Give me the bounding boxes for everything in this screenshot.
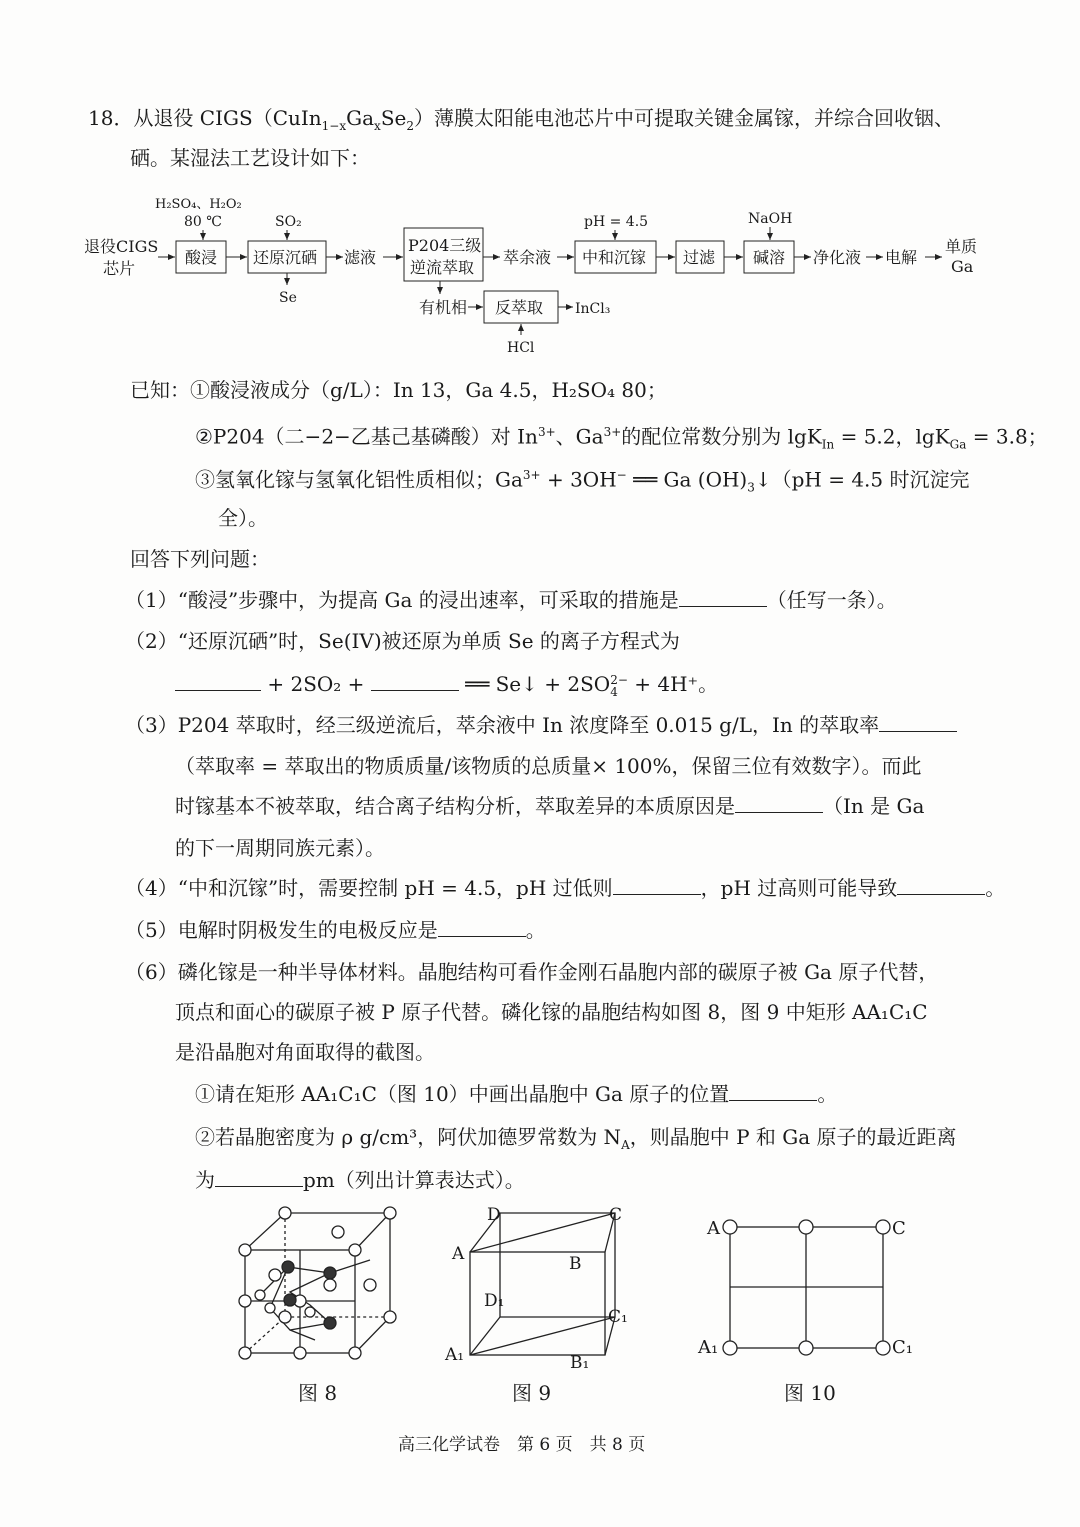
text: Se	[380, 106, 407, 130]
question-intro	[88, 104, 954, 140]
step-label: 中和沉镓	[582, 248, 647, 267]
text: 从退役 CIGS（CuIn	[133, 106, 322, 130]
answer-intro: 回答下列问题：	[130, 547, 270, 571]
q3	[125, 711, 957, 739]
text: 。	[525, 918, 546, 942]
step-label: 酸浸	[185, 248, 218, 267]
text: ↓（pH = 4.5 时沉淀完	[754, 467, 970, 492]
step-label: 碱溶	[753, 248, 786, 267]
q1	[125, 586, 897, 614]
text: ══ Se↓ + 2SO	[458, 672, 611, 696]
vertex-label: A₁	[698, 1337, 719, 1358]
reagent: H₂SO₄、H₂O₂	[155, 197, 242, 212]
flow-label: 净化液	[813, 248, 862, 267]
reagent: NaOH	[748, 211, 793, 227]
answer-blank[interactable]	[729, 1082, 817, 1101]
text: （In 是 Ga	[823, 794, 925, 818]
step-label: 逆流萃取	[410, 258, 475, 277]
text: ，则晶胞中 P 和 Ga 原子的最近距离	[629, 1125, 957, 1149]
figure-10-caption: 图 10	[784, 1381, 836, 1405]
answer-blank[interactable]	[215, 1168, 303, 1187]
text: 4	[610, 684, 618, 699]
flow-start: 退役CIGS	[84, 237, 159, 256]
flow-label: 电解	[885, 248, 918, 267]
answer-blank[interactable]	[679, 588, 767, 607]
answer-blank[interactable]	[371, 672, 459, 691]
answer-blank[interactable]	[879, 713, 957, 732]
text: ，pH 过高则可能导致	[700, 876, 898, 900]
text: （4）“中和沉镓”时，需要控制 pH = 4.5，pH 过低则	[125, 876, 613, 900]
known-3	[195, 461, 970, 502]
text: 3+	[537, 425, 556, 439]
reagent: 80 ℃	[184, 214, 222, 230]
text: ②若晶胞密度为 ρ g/cm³，阿伏加德罗常数为 N	[195, 1125, 622, 1149]
process-flow-diagram	[0, 190, 1080, 360]
text: + 2SO₂ +	[261, 672, 371, 696]
text: 3	[747, 480, 755, 495]
text: 。	[817, 1082, 838, 1106]
text: ）薄膜太阳能电池芯片中可提取关键金属镓，并综合回收铟、	[414, 106, 954, 130]
known-3-cont: 全）。	[218, 506, 268, 530]
text: 2−	[610, 672, 628, 687]
reagent: SO₂	[275, 214, 302, 230]
q6: （6）磷化镓是一种半导体材料。晶胞结构可看作金刚石晶胞内部的碳原子被 Ga 原子代替，	[125, 960, 939, 984]
figure-8-unit-cell	[230, 1200, 410, 1370]
q2: （2）“还原沉硒”时，Se(IV)被还原为单质 Se 的离子方程式为	[125, 629, 680, 653]
reagent: HCl	[507, 340, 535, 356]
flow-label: 滤液	[344, 248, 377, 267]
figure-10-rectangle	[695, 1205, 925, 1365]
question-number: 18．	[88, 106, 134, 130]
vertex-label: C₁	[608, 1307, 628, 1327]
text: + 3OH	[540, 467, 617, 492]
vertex-label: C	[609, 1205, 623, 1225]
q5	[125, 916, 546, 944]
text: pm（列出计算表达式）。	[303, 1168, 525, 1192]
vertex-label: C₁	[892, 1337, 913, 1358]
product: 单质	[945, 237, 978, 256]
byproduct: Se	[279, 290, 297, 306]
text: （任写一条）。	[766, 588, 897, 612]
text: （3）P204 萃取时，经三级逆流后，萃余液中 In 浓度降至 0.015 g/L，In 的萃取率	[125, 713, 880, 737]
text: 3+	[522, 468, 541, 482]
flow-start: 芯片	[103, 259, 136, 278]
text: ①请在矩形 AA₁C₁C（图 10）中画出晶胞中 Ga 原子的位置	[195, 1082, 730, 1106]
text: ③氢氧化镓与氢氧化铝性质相似；Ga	[195, 467, 523, 492]
text: 的配位常数分别为 lgK	[621, 424, 822, 449]
answer-blank[interactable]	[438, 918, 526, 937]
text: Ga	[949, 437, 967, 452]
text: = 3.8；	[966, 424, 1048, 449]
q3-line2: （萃取率 = 萃取出的物质质量/该物质的总质量× 100%，保留三位有效数字）。而此	[175, 754, 922, 778]
text: 1−x	[321, 119, 347, 133]
known-1: 已知：①酸浸液成分（g/L）：In 13，Ga 4.5，H₂SO₄ 80；	[130, 378, 667, 402]
answer-blank[interactable]	[897, 876, 985, 895]
answer-blank[interactable]	[613, 876, 701, 895]
text: 2	[406, 119, 414, 133]
text: Ga	[346, 106, 375, 130]
sulfate-charge	[610, 674, 628, 698]
q2-equation	[175, 670, 718, 698]
q6-line2: 顶点和面心的碳原子被 P 原子代替。磷化镓的晶胞结构如图 8，图 9 中矩形 AA₁C₁C	[175, 1000, 928, 1024]
text: = 5.2，lgK	[834, 424, 950, 449]
page-footer: 高三化学试卷 第 6 页 共 8 页	[398, 1435, 646, 1455]
q6-part1	[195, 1080, 837, 1108]
text: 3+	[603, 425, 622, 439]
vertex-label: C	[892, 1218, 906, 1239]
q3-line4: 的下一周期同族元素）。	[175, 836, 385, 860]
text: ══ Ga (OH)	[626, 467, 748, 492]
text: In	[821, 437, 835, 452]
figure-8-caption: 图 8	[298, 1381, 338, 1405]
q6-part2	[195, 1123, 957, 1159]
reagent: pH = 4.5	[584, 214, 649, 230]
step-label: P204三级	[408, 236, 482, 255]
text: x	[374, 119, 381, 133]
figure-9-cube	[440, 1200, 640, 1375]
vertex-label: A	[707, 1218, 720, 1239]
text: 、Ga	[555, 424, 604, 449]
step-label: 过滤	[683, 248, 716, 267]
vertex-label: D	[487, 1205, 501, 1225]
product: Ga	[951, 257, 974, 276]
known-2	[195, 418, 1048, 459]
step-label: 还原沉硒	[253, 248, 318, 267]
q4	[125, 874, 1005, 902]
answer-blank[interactable]	[175, 672, 261, 691]
answer-blank[interactable]	[735, 794, 823, 813]
figure-9-caption: 图 9	[512, 1381, 552, 1405]
product: InCl₃	[575, 301, 611, 317]
flow-label: 有机相	[419, 298, 468, 317]
text: −	[616, 468, 627, 482]
q6-part2-cont	[195, 1166, 525, 1194]
question-intro-line2: 硒。某湿法工艺设计如下：	[130, 146, 370, 170]
flow-label: 萃余液	[503, 248, 552, 267]
vertex-label: B₁	[570, 1353, 590, 1373]
vertex-label: D₁	[484, 1291, 505, 1311]
text: A	[621, 1138, 630, 1152]
text: （5）电解时阴极发生的电极反应是	[125, 918, 438, 942]
text: 。	[985, 876, 1006, 900]
text: + 4H⁺。	[627, 672, 719, 696]
step-label: 反萃取	[495, 298, 544, 317]
vertex-label: A	[452, 1244, 465, 1264]
text: 为	[195, 1168, 215, 1192]
text: （1）“酸浸”步骤中，为提高 Ga 的浸出速率，可采取的措施是	[125, 588, 679, 612]
vertex-label: B	[569, 1254, 582, 1274]
text: 时镓基本不被萃取，结合离子结构分析，萃取差异的本质原因是	[175, 794, 735, 818]
vertex-label: A₁	[445, 1345, 465, 1365]
text: ②P204（二−2−乙基己基磷酸）对 In	[195, 424, 538, 449]
q3-line3	[175, 792, 924, 820]
q6-line3: 是沿晶胞对角面取得的截图。	[175, 1040, 435, 1064]
